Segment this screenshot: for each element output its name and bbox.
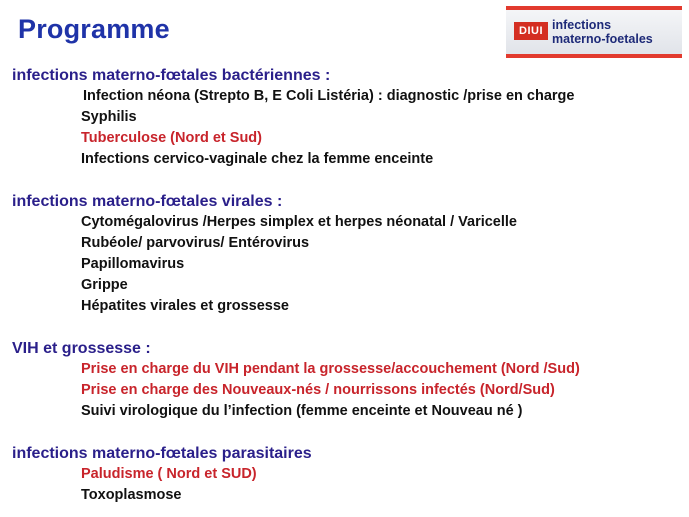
list-item: Rubéole/ parvovirus/ Entérovirus — [81, 235, 310, 251]
list-item: Grippe — [81, 277, 128, 293]
section-heading-parasitic: infections materno-fœtales parasitaires — [12, 445, 312, 462]
section-spacer — [12, 170, 688, 191]
section-heading-hiv: VIH et grossesse : — [12, 340, 151, 357]
list-item: Infections cervico-vaginale chez la femme enceinte — [81, 151, 434, 167]
list-item: Hépatites virales et grossesse — [81, 298, 289, 314]
list-item: Tuberculose (Nord et Sud) — [81, 130, 262, 146]
list-item: Suivi virologique du l’infection (femme enceinte et Nouveau né ) — [81, 403, 523, 419]
page-title: Programme — [18, 14, 170, 44]
list-item: Infection néona (Strepto B, E Coli Listéria) : diagnostic /prise en charge — [83, 88, 575, 104]
logo-text — [552, 18, 678, 46]
list-item: Paludisme ( Nord et SUD) — [81, 466, 257, 482]
list-item: Papillomavirus — [81, 256, 185, 272]
section-spacer — [12, 422, 688, 443]
logo-line-2: materno-foetales — [552, 32, 653, 46]
logo-bottom-stripe — [506, 54, 682, 58]
logo-top-stripe — [506, 6, 682, 10]
list-item: Cytomégalovirus /Herpes simplex et herpes néonatal / Varicelle — [81, 214, 517, 230]
list-item: Syphilis — [81, 109, 137, 125]
section-heading-viral: infections materno-fœtales virales : — [12, 193, 283, 210]
list-item: Toxoplasmose — [81, 487, 182, 503]
section-spacer — [12, 317, 688, 338]
section-heading-bacterial: infections materno-fœtales bactériennes : — [12, 67, 331, 84]
list-item: Prise en charge des Nouveaux-nés / nourrissons infectés (Nord/Sud) — [81, 382, 555, 398]
logo-line-1: infections — [552, 18, 612, 32]
programme-content — [12, 65, 688, 506]
list-item: Prise en charge du VIH pendant la grossesse/accouchement (Nord /Sud) — [81, 361, 580, 377]
logo-badge: DIUI — [514, 22, 548, 40]
